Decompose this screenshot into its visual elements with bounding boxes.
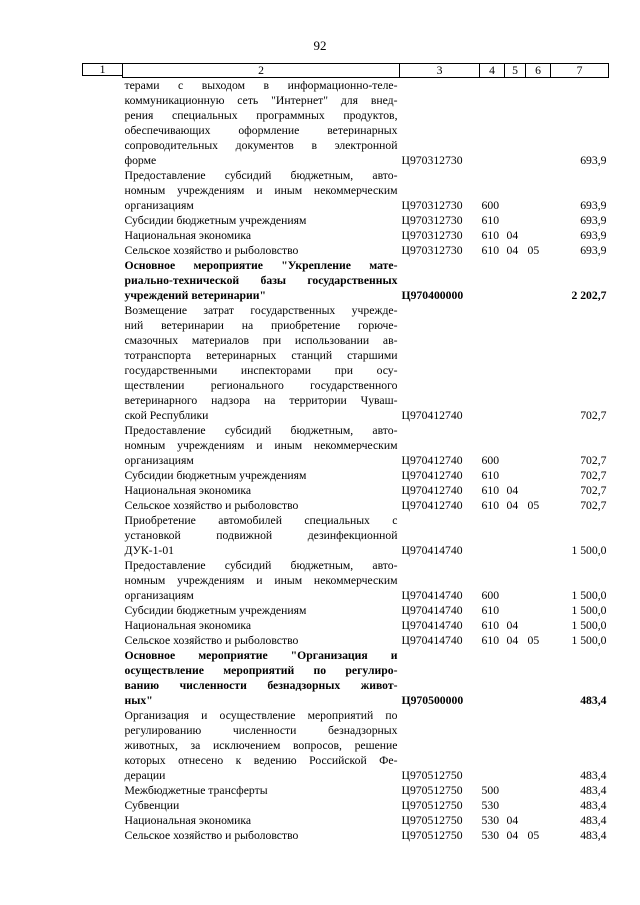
row-expense-type <box>480 708 505 783</box>
row-amount: 693,9 <box>580 229 607 242</box>
description-line: осуществление мероприятий по регулиро- <box>124 664 398 677</box>
row-target-code: Ц970512750 <box>401 829 463 842</box>
row-subsection: 05 <box>527 499 540 512</box>
row-subsection <box>526 813 551 828</box>
row-section <box>505 303 526 423</box>
description-line: Предоставление субсидий бюджетным, авто- <box>124 424 398 437</box>
row-amount: 2 202,7 <box>571 289 607 302</box>
row-section <box>505 603 526 618</box>
row-expense-type <box>480 78 505 169</box>
row-description <box>123 468 400 483</box>
row-target-code: Ц970312730 <box>401 244 463 257</box>
description-line: которых отнесено к ведению Российской Фе- <box>124 754 398 767</box>
row-section: 04 <box>506 634 519 647</box>
column-header-7: 7 <box>551 64 609 78</box>
row-expense-type: 600 <box>481 199 500 212</box>
row-section <box>505 168 526 213</box>
row-expense-type <box>480 513 505 558</box>
description-line: Сельское хозяйство и рыболовство <box>124 829 299 842</box>
row-expense-type <box>480 303 505 423</box>
description-line: Организация и осуществление мероприятий по <box>124 709 398 722</box>
row-subsection <box>526 558 551 603</box>
table-row <box>123 468 609 483</box>
table-row <box>123 483 609 498</box>
row-subsection <box>526 618 551 633</box>
description-line: ных" <box>124 694 153 707</box>
row-amount: 1 500,0 <box>571 619 607 632</box>
row-amount: 693,9 <box>580 214 607 227</box>
table-row <box>123 813 609 828</box>
description-line: ДУК-1-01 <box>124 544 175 557</box>
table-row <box>123 648 609 708</box>
row-amount: 1 500,0 <box>571 544 607 557</box>
budget-table <box>122 63 609 843</box>
row-expense-type: 500 <box>481 784 500 797</box>
table-row <box>123 828 609 843</box>
table-row <box>123 243 609 258</box>
description-line: Предоставление субсидий бюджетным, авто- <box>124 169 398 182</box>
description-line: Межбюджетные трансферты <box>124 784 268 797</box>
row-expense-type: 530 <box>481 829 500 842</box>
row-expense-type: 530 <box>481 814 500 827</box>
row-target-code: Ц970412740 <box>401 409 463 422</box>
row-subsection <box>526 468 551 483</box>
table-row <box>123 603 609 618</box>
row-description <box>123 783 400 798</box>
description-line: организациям <box>124 454 194 467</box>
row-expense-type: 600 <box>481 454 500 467</box>
row-amount: 483,4 <box>580 814 607 827</box>
description-line: Субвенции <box>124 799 180 812</box>
row-amount: 693,9 <box>580 199 607 212</box>
row-expense-type <box>480 258 505 303</box>
description-line: организациям <box>124 199 194 212</box>
row-amount: 693,9 <box>580 244 607 257</box>
row-target-code: Ц970512750 <box>401 814 463 827</box>
row-section: 04 <box>506 484 519 497</box>
row-description <box>123 303 400 423</box>
row-section <box>505 798 526 813</box>
description-line: номным учреждениям и иным некоммерческим <box>124 184 398 197</box>
description-line: учреждений ветеринарии" <box>124 289 267 302</box>
row-target-code: Ц970412740 <box>401 454 463 467</box>
table-row <box>123 423 609 468</box>
row-description <box>123 813 400 828</box>
table-row <box>123 798 609 813</box>
row-target-code: Ц970312730 <box>401 229 463 242</box>
row-amount: 693,9 <box>580 154 607 167</box>
row-subsection <box>526 303 551 423</box>
row-target-code: Ц970312730 <box>401 154 463 167</box>
row-subsection <box>526 783 551 798</box>
row-expense-type <box>480 648 505 708</box>
row-subsection <box>526 603 551 618</box>
description-line: Субсидии бюджетным учреждениям <box>124 214 307 227</box>
row-subsection: 05 <box>527 244 540 257</box>
description-line: животных, за исключением вопросов, решение <box>124 739 398 752</box>
row-target-code: Ц970512750 <box>401 769 463 782</box>
description-line: регулированию численности безнадзорных <box>124 724 398 737</box>
row-section <box>505 558 526 603</box>
description-line: форме <box>124 154 157 167</box>
row-amount: 483,4 <box>580 799 607 812</box>
row-subsection <box>526 78 551 169</box>
table-row <box>123 783 609 798</box>
description-line: организациям <box>124 589 194 602</box>
column-header-1: 1 <box>82 63 122 76</box>
description-line: терами с выходом в информационно-теле- <box>124 79 398 92</box>
description-line: ний ветеринарии на приобретение горюче- <box>124 319 398 332</box>
description-line: рения специальных программных продуктов, <box>124 109 398 122</box>
description-line: коммуникационную сеть "Интернет" для внед- <box>124 94 398 107</box>
row-section <box>505 258 526 303</box>
description-line: установкой подвижной дезинфекционной <box>124 529 398 542</box>
row-target-code: Ц970414740 <box>401 589 463 602</box>
table-row <box>123 258 609 303</box>
row-section <box>505 513 526 558</box>
row-section <box>505 648 526 708</box>
table-row <box>123 78 609 169</box>
row-amount: 702,7 <box>580 499 607 512</box>
row-section: 04 <box>506 814 519 827</box>
row-amount: 702,7 <box>580 409 607 422</box>
row-amount: 702,7 <box>580 454 607 467</box>
row-subsection <box>526 708 551 783</box>
row-subsection: 05 <box>527 634 540 647</box>
row-target-code: Ц970414740 <box>401 619 463 632</box>
row-description <box>123 213 400 228</box>
row-target-code: Ц970414740 <box>401 604 463 617</box>
row-description <box>123 798 400 813</box>
row-description <box>123 618 400 633</box>
description-line: Национальная экономика <box>124 229 252 242</box>
row-subsection <box>526 168 551 213</box>
table-row <box>123 708 609 783</box>
row-target-code: Ц970412740 <box>401 484 463 497</box>
row-description <box>123 483 400 498</box>
row-subsection <box>526 798 551 813</box>
row-description <box>123 828 400 843</box>
column-header-4: 4 <box>480 64 505 78</box>
description-line: ской Республики <box>124 409 209 422</box>
row-target-code: Ц970500000 <box>401 694 464 707</box>
row-amount: 483,4 <box>580 829 607 842</box>
row-description <box>123 513 400 558</box>
row-subsection <box>526 483 551 498</box>
table-row <box>123 168 609 213</box>
row-target-code: Ц970512750 <box>401 799 463 812</box>
description-line: Сельское хозяйство и рыболовство <box>124 499 299 512</box>
row-section <box>505 423 526 468</box>
budget-table-body <box>123 64 609 844</box>
row-subsection <box>526 258 551 303</box>
description-line: Национальная экономика <box>124 484 252 497</box>
row-section: 04 <box>506 829 519 842</box>
row-subsection: 05 <box>527 829 540 842</box>
row-amount: 702,7 <box>580 469 607 482</box>
column-header-5: 5 <box>505 64 526 78</box>
row-section: 04 <box>506 244 519 257</box>
row-target-code: Ц970312730 <box>401 214 463 227</box>
description-line: номным учреждениям и иным некоммерческим <box>124 574 398 587</box>
row-expense-type: 610 <box>481 229 500 242</box>
description-line: дерации <box>124 769 166 782</box>
row-description <box>123 228 400 243</box>
row-section: 04 <box>506 499 519 512</box>
description-line: номным учреждениям и иным некоммерческим <box>124 439 398 452</box>
description-line: Национальная экономика <box>124 619 252 632</box>
row-target-code: Ц970400000 <box>401 289 464 302</box>
row-subsection <box>526 213 551 228</box>
row-description <box>123 498 400 513</box>
description-line: Приобретение автомобилей специальных с <box>124 514 398 527</box>
row-description <box>123 708 400 783</box>
description-line: ванию численности безнадзорных живот- <box>124 679 398 692</box>
column-header-3: 3 <box>400 64 480 78</box>
row-description <box>123 78 400 169</box>
table-row <box>123 618 609 633</box>
table-row <box>123 633 609 648</box>
row-amount: 483,4 <box>580 769 607 782</box>
description-line: Возмещение затрат государственных учрежде- <box>124 304 398 317</box>
row-description <box>123 648 400 708</box>
row-expense-type: 610 <box>481 484 500 497</box>
row-subsection <box>526 513 551 558</box>
description-line: Основное мероприятие "Организация и <box>124 649 398 662</box>
row-section: 04 <box>506 619 519 632</box>
row-section: 04 <box>506 229 519 242</box>
description-line: смазочных материалов при использовании ав- <box>124 334 398 347</box>
column-header-6: 6 <box>526 64 551 78</box>
table-header-row <box>123 64 609 78</box>
row-expense-type: 610 <box>481 634 500 647</box>
row-amount: 1 500,0 <box>571 634 607 647</box>
row-section <box>505 708 526 783</box>
row-description <box>123 558 400 603</box>
row-description <box>123 423 400 468</box>
row-target-code: Ц970312730 <box>401 199 463 212</box>
description-line: Субсидии бюджетным учреждениям <box>124 604 307 617</box>
row-subsection <box>526 648 551 708</box>
row-description <box>123 603 400 618</box>
row-description <box>123 633 400 648</box>
row-expense-type: 600 <box>481 589 500 602</box>
column-header-2: 2 <box>123 64 400 78</box>
row-expense-type: 610 <box>481 469 500 482</box>
row-expense-type: 610 <box>481 499 500 512</box>
description-line: Предоставление субсидий бюджетным, авто- <box>124 559 398 572</box>
row-subsection <box>526 228 551 243</box>
table-row <box>123 213 609 228</box>
row-description <box>123 258 400 303</box>
row-target-code: Ц970414740 <box>401 544 463 557</box>
description-line: Основное мероприятие "Укрепление мате- <box>124 259 398 272</box>
table-row <box>123 228 609 243</box>
description-line: Национальная экономика <box>124 814 252 827</box>
description-line: государственными инспекторами при осу- <box>124 364 398 377</box>
row-target-code: Ц970412740 <box>401 499 463 512</box>
row-expense-type: 530 <box>481 799 500 812</box>
row-section <box>505 468 526 483</box>
row-target-code: Ц970512750 <box>401 784 463 797</box>
row-section <box>505 783 526 798</box>
row-subsection <box>526 423 551 468</box>
description-line: Сельское хозяйство и рыболовство <box>124 634 299 647</box>
table-row <box>123 303 609 423</box>
table-row <box>123 558 609 603</box>
row-expense-type: 610 <box>481 214 500 227</box>
row-description <box>123 243 400 258</box>
row-amount: 483,4 <box>580 694 607 707</box>
row-amount: 702,7 <box>580 484 607 497</box>
description-line: Субсидии бюджетным учреждениям <box>124 469 307 482</box>
description-line: обеспечивающих оформление ветеринарных <box>124 124 398 137</box>
row-expense-type: 610 <box>481 619 500 632</box>
table-row <box>123 513 609 558</box>
description-line: сопроводительных документов в электронной <box>124 139 398 152</box>
row-target-code: Ц970414740 <box>401 634 463 647</box>
row-target-code: Ц970412740 <box>401 469 463 482</box>
row-amount: 483,4 <box>580 784 607 797</box>
page-number: 92 <box>313 38 327 53</box>
table-row <box>123 498 609 513</box>
description-line: ществлении регионального государственного <box>124 379 398 392</box>
row-expense-type: 610 <box>481 604 500 617</box>
row-description <box>123 168 400 213</box>
description-line: Сельское хозяйство и рыболовство <box>124 244 299 257</box>
description-line: тотранспорта ветеринарных станций старшими <box>124 349 398 362</box>
row-expense-type: 610 <box>481 244 500 257</box>
row-amount: 1 500,0 <box>571 589 607 602</box>
row-amount: 1 500,0 <box>571 604 607 617</box>
description-line: ветеринарного надзора на территории Чуваш- <box>124 394 398 407</box>
row-section <box>505 213 526 228</box>
description-line: риально-технической базы государственных <box>124 274 398 287</box>
row-section <box>505 78 526 169</box>
